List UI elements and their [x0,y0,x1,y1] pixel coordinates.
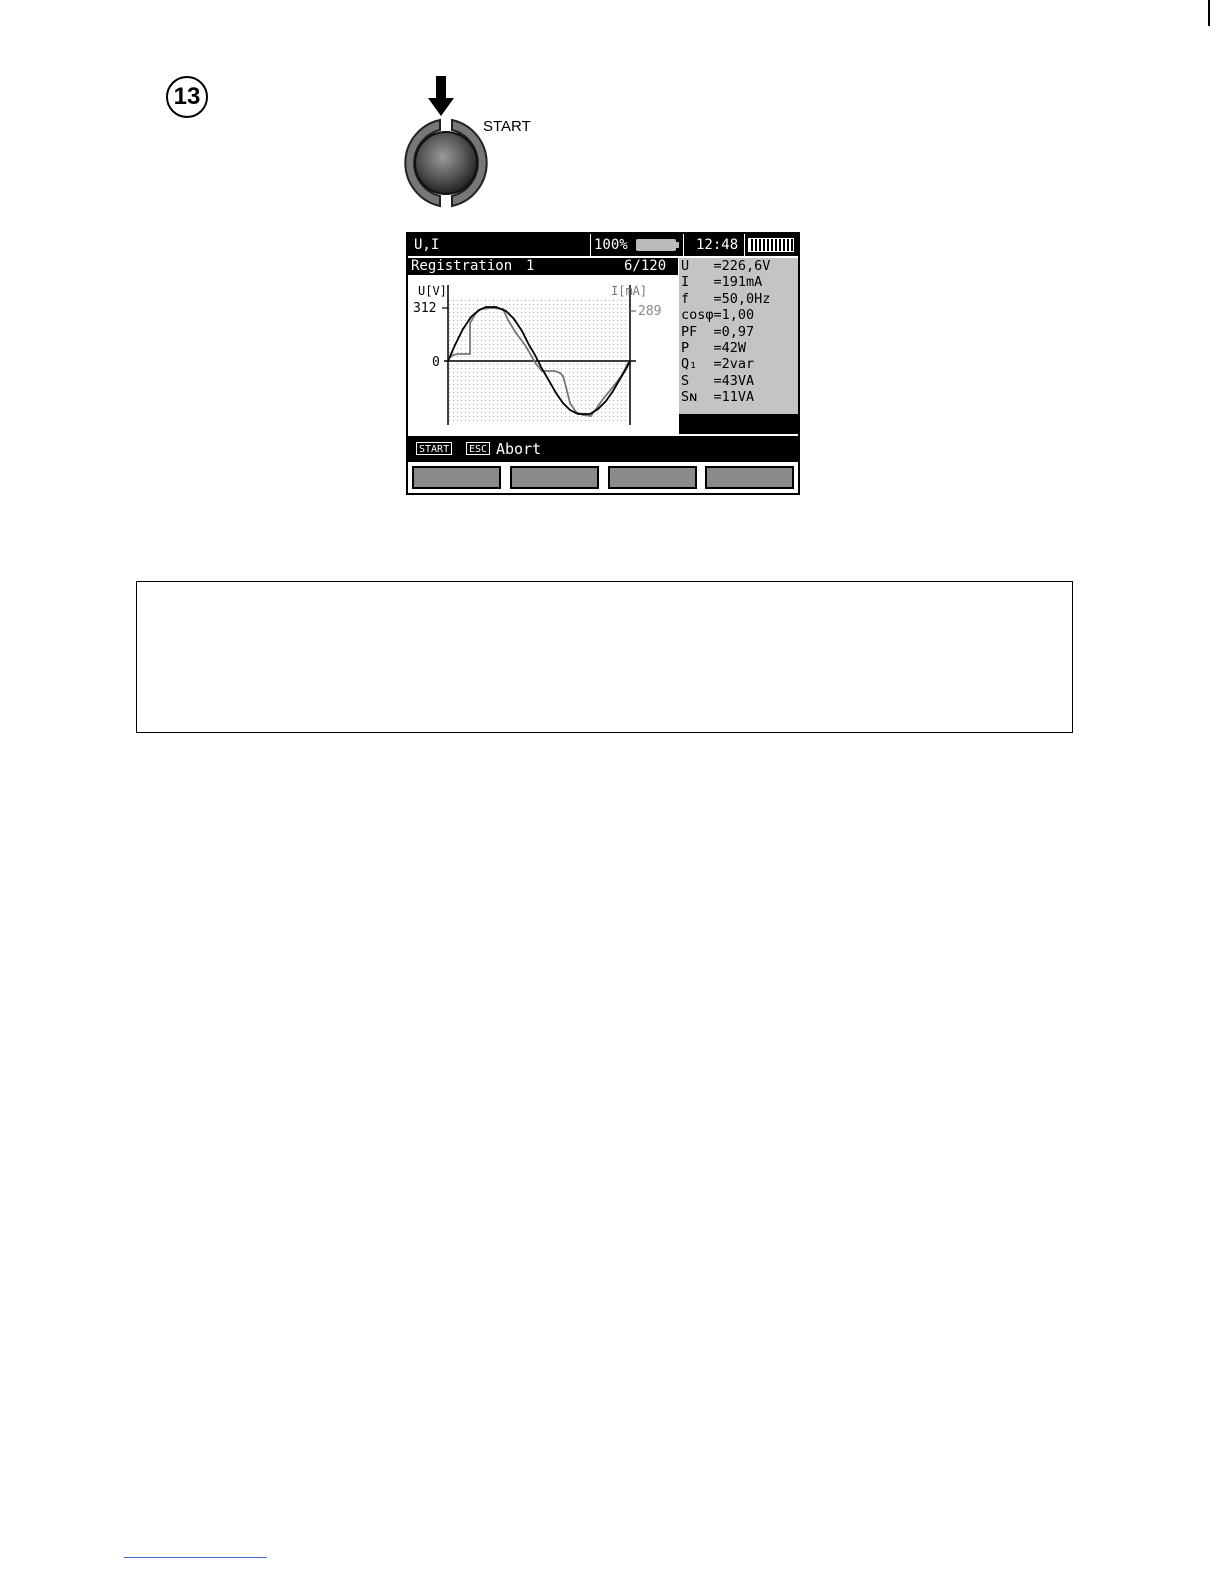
reading-frequency: f =50,0Hz [681,290,771,307]
reading-power-factor: PF =0,97 [681,323,755,340]
reading-cosphi: cosφ=1,00 [681,307,755,324]
esc-key-box: ESC [466,442,490,455]
registration-bar [408,258,678,275]
reading-apparent-power: S =43VA [681,372,755,389]
reading-voltage: U =226,6V [681,258,771,274]
mode-label: U,I [414,237,440,253]
battery-percent: 100% [594,237,628,253]
hint-bar [408,436,798,462]
softkey-3[interactable] [608,466,697,489]
meter-screen [406,232,800,495]
step-number: 13 [173,83,201,110]
u-axis-label: U[V] [418,284,447,298]
signal-icon [748,238,794,252]
reading-active-power: P =42W [681,340,747,357]
softkey-2[interactable] [510,466,599,489]
registration-label: Registration [411,258,513,274]
reading-current: I =191mA [681,274,763,291]
down-arrow-icon [428,76,454,116]
i-axis-label: I[mA] [611,284,648,298]
start-button-label: START [483,118,531,135]
readings-footer [679,414,798,434]
status-bar [408,234,798,256]
abort-hint: Abort [496,440,542,458]
battery-icon [636,239,676,251]
reading-distortion-power: Sɴ =11VA [681,389,755,406]
softkey-row [408,462,798,493]
registration-counter: 6/120 [624,258,667,274]
reading-reactive-power: Q₁ =2var [681,356,755,373]
readings-panel [679,258,798,414]
start-key-box: START [416,442,452,455]
u-zero-tick: 0 [432,355,440,370]
footer-rule [124,1557,267,1558]
i-max-tick: 289 [638,304,662,319]
waveform-plot [408,275,678,435]
u-max-tick: 312 [413,301,437,316]
note-box [136,581,1073,733]
registration-index: 1 [526,258,535,274]
softkey-1[interactable] [412,466,501,489]
clock: 12:48 [696,237,739,253]
start-knob-icon[interactable] [392,76,542,210]
step-number-badge [166,76,208,118]
page-edge-rule [1208,0,1210,26]
softkey-4[interactable] [705,466,794,489]
